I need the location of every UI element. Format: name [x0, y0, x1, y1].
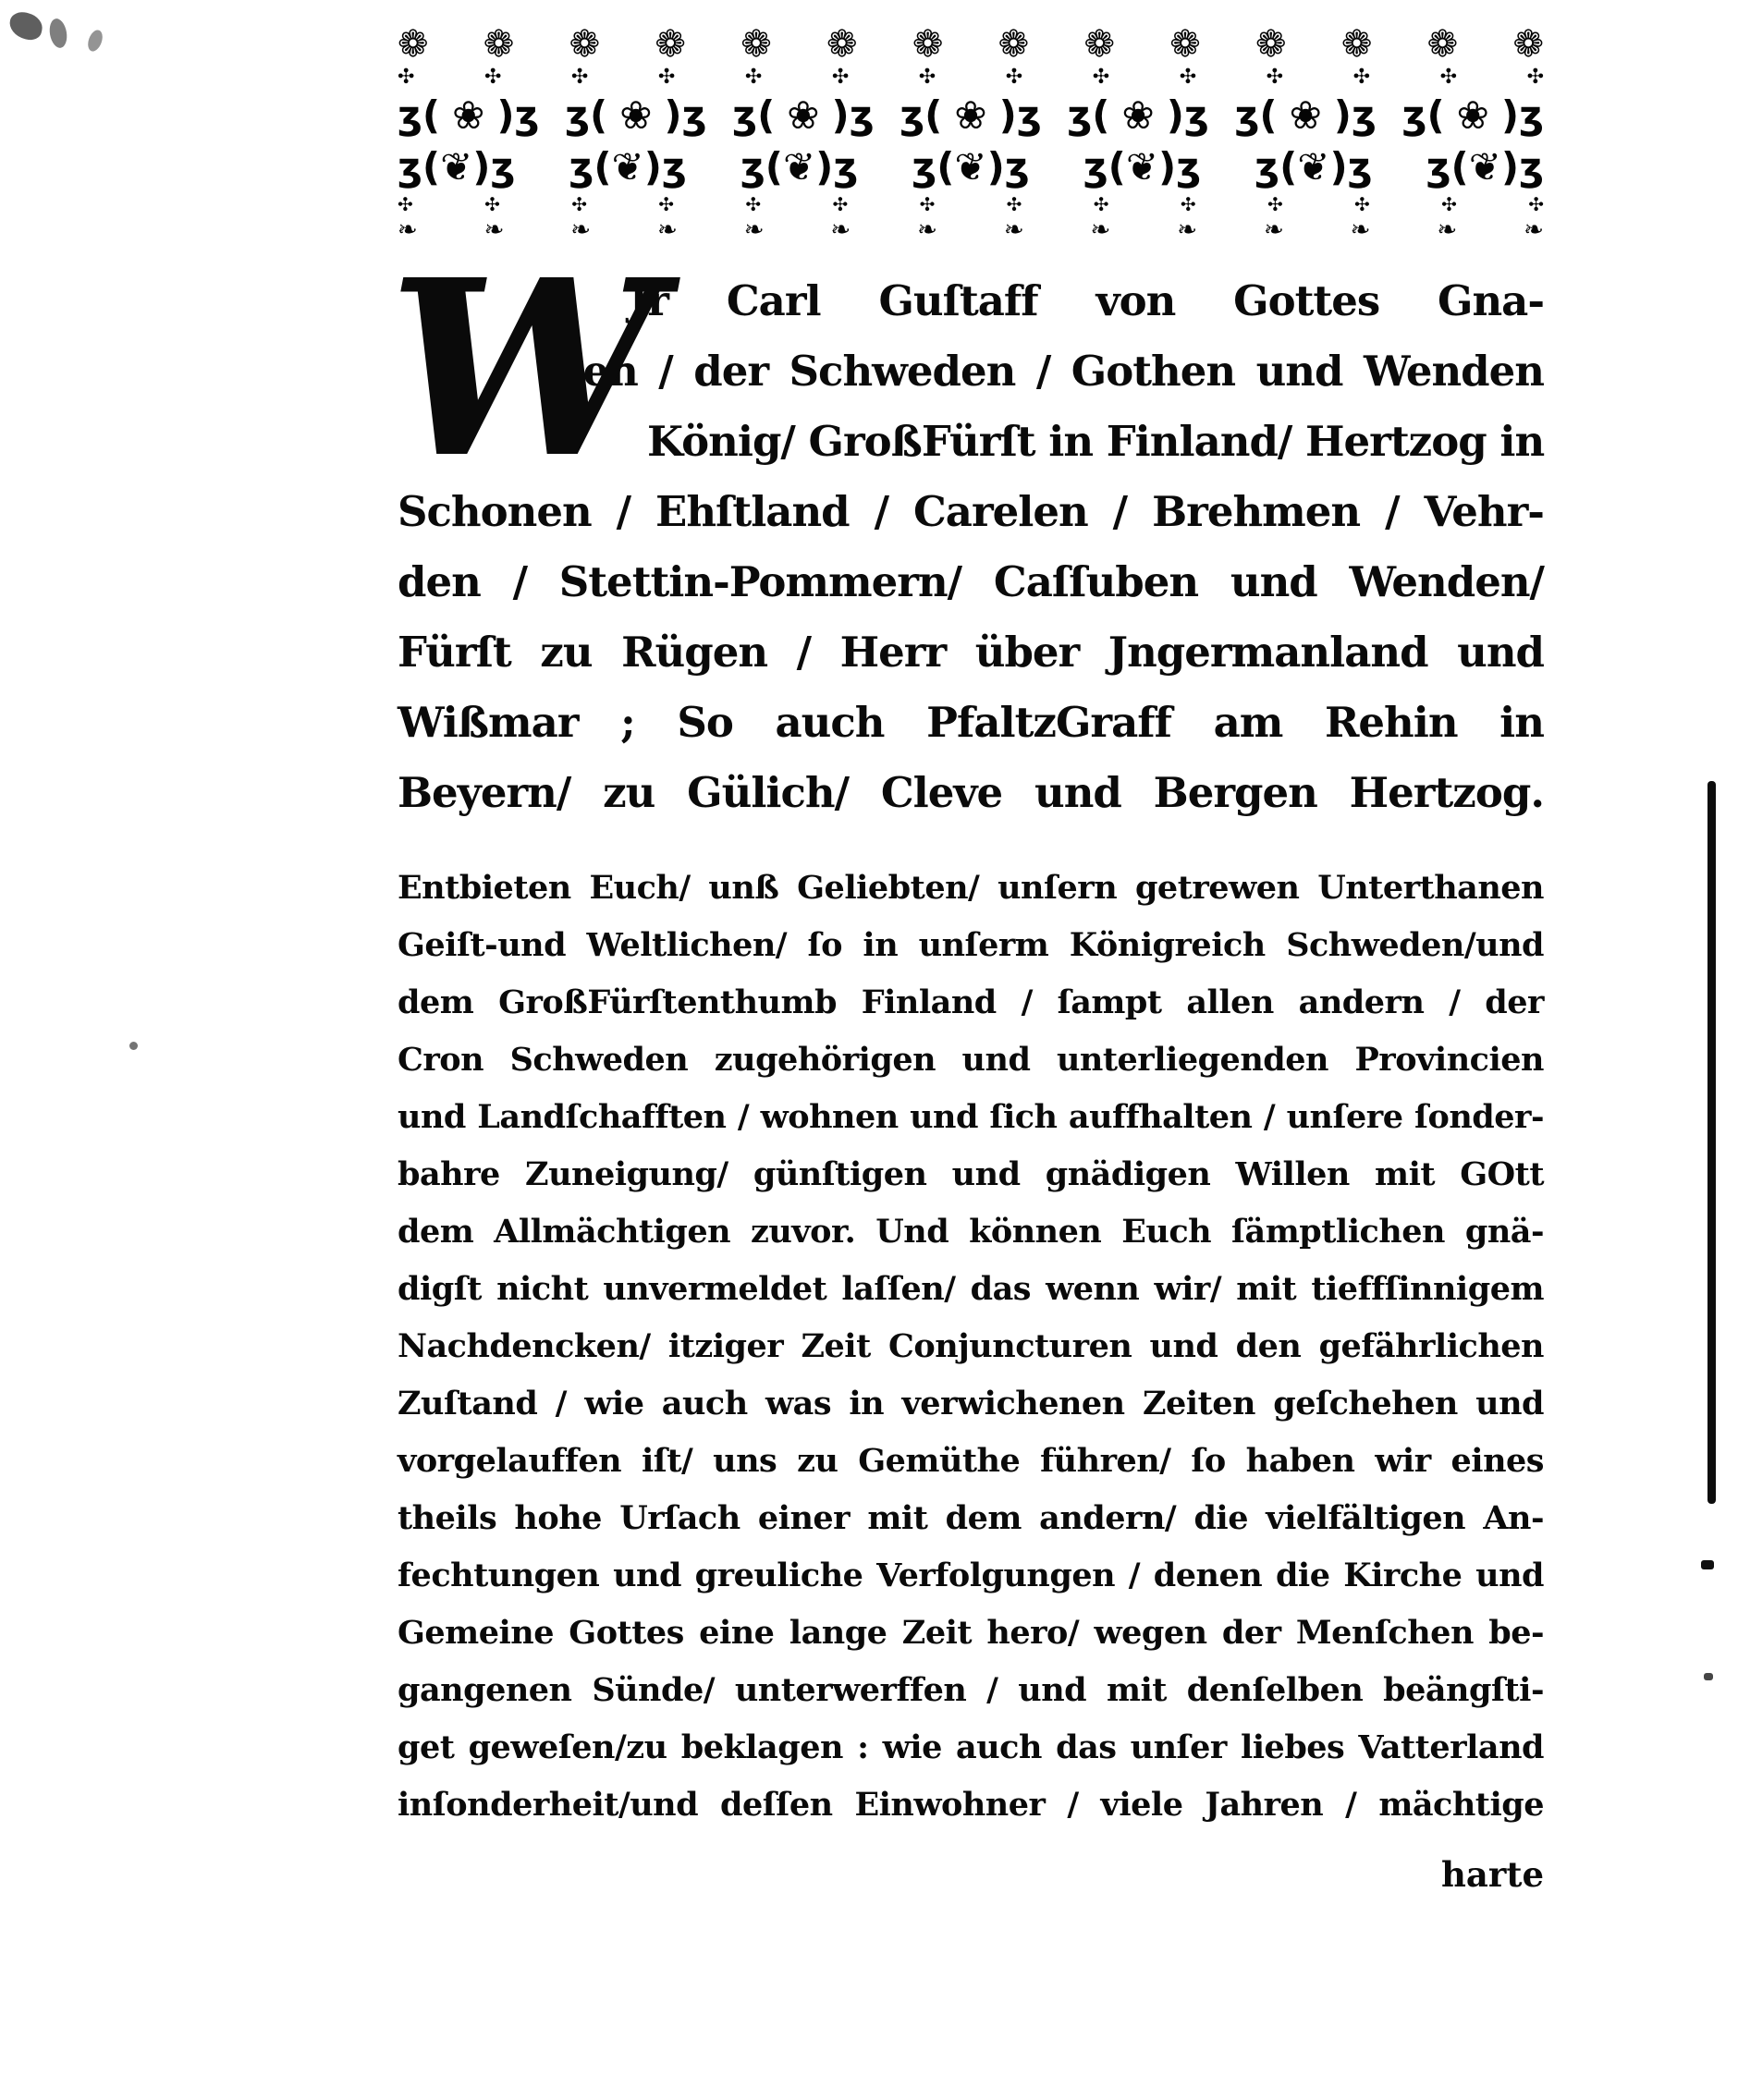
binding-ink-streak: [1707, 781, 1716, 1504]
body-text-line: Gemeine Gottes eine lange Zeit hero/ wegen der Menſchen be-: [398, 1614, 1544, 1652]
ornament-row-flowers: ❁ ❁ ❁ ❁ ❁ ❁ ❁ ❁ ❁ ❁ ❁ ❁ ❁ ❁: [398, 23, 1544, 66]
headpiece-ornament: [398, 23, 1544, 245]
body-text-line: Geiſt-und Weltlichen/ ſo in unſerm Königreich Schweden/und: [398, 926, 1544, 964]
ornament-row-large-motif-1: ʒ(❀)ʒ ʒ(❀)ʒ ʒ(❀)ʒ ʒ(❀)ʒ ʒ(❀)ʒ ʒ(❀)ʒ ʒ(❀)ʒ: [398, 92, 1544, 138]
body-text-line: bahre Zuneigung/ günſtigen und gnädigen Willen mit GOtt: [398, 1155, 1544, 1193]
scan-noise: [1701, 1560, 1714, 1569]
body-text-line: Nachdencken/ itziger Zeit Conjuncturen und den gefährlichen: [398, 1327, 1544, 1365]
scan-noise: [1704, 1673, 1713, 1680]
heading-line: Wißmar ; So auch PfaltzGraff am Rehin in: [398, 698, 1544, 747]
body-text: [398, 860, 1544, 1834]
catchword: harte: [1441, 1854, 1544, 1895]
body-text-line: vorgelauffen iſt/ uns zu Gemüthe führen/ ſo haben wir eines: [398, 1442, 1544, 1480]
body-text-line: fechtungen und greuliche Verfolgungen / denen die Kirche und: [398, 1557, 1544, 1594]
body-text-line: Cron Schweden zugehörigen und unterliegenden Provincien: [398, 1041, 1544, 1079]
heading-line: Fürſt zu Rügen / Herr über Jngermanland und: [398, 628, 1544, 677]
body-text-line: Zuſtand / wie auch was in verwichenen Zeiten geſchehen und: [398, 1385, 1544, 1422]
scan-noise: [85, 28, 104, 53]
body-text-line: Entbieten Euch/ unß Geliebten/ unſern getrewen Unterthanen: [398, 869, 1544, 907]
body-text-line: inſonderheit/und deſſen Einwohner / viele Jahren / mächtige: [398, 1786, 1544, 1824]
heading-line: König/ GroßFürſt in Finland/ Hertzog in: [647, 417, 1545, 466]
heading-line: Schonen / Ehſtland / Carelen / Brehmen / Vehr-: [398, 487, 1544, 536]
ornament-row-crosslets-2: ✣ ✣ ✣ ✣ ✣ ✣ ✣ ✣ ✣ ✣ ✣ ✣ ✣ ✣: [398, 193, 1544, 215]
scan-noise: [6, 9, 45, 43]
heading-line: den / Stettin-Pommern/ Caſſuben und Wenden/: [398, 557, 1544, 606]
scan-noise: [47, 18, 68, 50]
body-text-line: dem Allmächtigen zuvor. Und können Euch ſämptlichen gnä-: [398, 1213, 1544, 1251]
body-text-line: und Landſchafften / wohnen und ſich auffhalten / unſere ſonder-: [398, 1098, 1544, 1136]
body-text-line: get geweſen/zu beklagen : wie auch das unſer liebes Vatterland: [398, 1728, 1544, 1766]
drop-cap-W: W: [388, 226, 661, 511]
heading-line: Jr Carl Guſtaff von Gottes Gna-: [629, 276, 1544, 325]
heading-line: Beyern/ zu Gülich/ Cleve und Bergen Hertzog.: [398, 768, 1544, 817]
royal-title-heading: [388, 226, 1545, 828]
body-text-line: theils hohe Urſach einer mit dem andern/ die vielfältigen An-: [398, 1499, 1544, 1537]
ornament-row-crosslets: ✣ ✣ ✣ ✣ ✣ ✣ ✣ ✣ ✣ ✣ ✣ ✣ ✣ ✣: [398, 66, 1544, 89]
ornament-row-pendant-fleurons: ❧ ❧ ❧ ❧ ❧ ❧ ❧ ❧ ❧ ❧ ❧ ❧ ❧ ❧: [398, 216, 1544, 244]
ornament-row-large-motif-2: ʒ(❦)ʒ ʒ(❦)ʒ ʒ(❦)ʒ ʒ(❦)ʒ ʒ(❦)ʒ ʒ(❦)ʒ ʒ(❦)ʒ: [398, 144, 1544, 189]
body-text-line: dem GroßFürſtenthumb Finland / ſampt allen andern / der: [398, 983, 1544, 1021]
body-text-line: digſt nicht unvermeldet laſſen/ das wenn wir/ mit tieffſinnigem: [398, 1270, 1544, 1308]
scan-noise: [129, 1042, 138, 1050]
heading-line: den / der Schweden / Gothen und Wenden: [555, 347, 1544, 396]
body-text-line: gangenen Sünde/ unterwerffen / und mit denſelben beängſti-: [398, 1671, 1544, 1709]
